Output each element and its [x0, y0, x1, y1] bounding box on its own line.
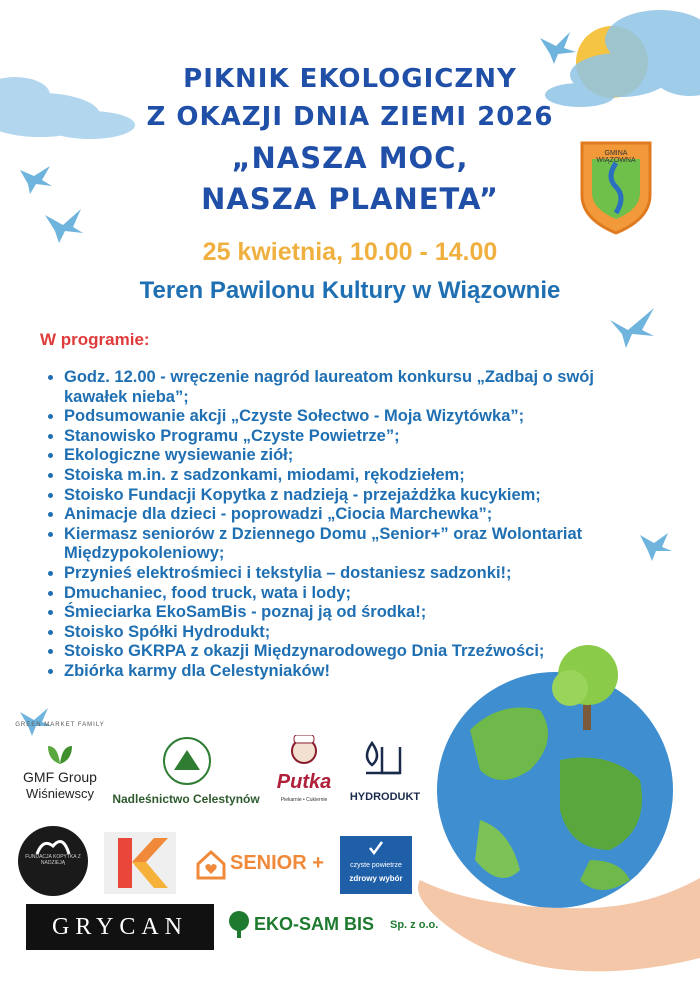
- title-line-2: Z OKAZJI DNIA ZIEMI 2026: [146, 102, 554, 132]
- water-drop-icon: [360, 737, 406, 783]
- list-item: • Dmuchaniec, food truck, wata i lody;: [64, 584, 644, 604]
- senior-text: SENIOR +: [230, 852, 324, 874]
- earth-illustration: [437, 645, 673, 908]
- list-item: • Stoisko Fundacji Kopytka z nadzieją - przejażdżka kucykiem;: [64, 486, 644, 506]
- gmf-name: GMF Group: [23, 769, 97, 785]
- fundacja-kopytka-logo: [18, 826, 88, 896]
- event-place: Teren Pawilonu Kultury w Wiązownie: [139, 277, 561, 304]
- ekosam-name: EKO-SAM BIS: [254, 914, 375, 934]
- grycan-name: GRYCAN: [51, 914, 189, 940]
- list-item: • Zbiórka karmy dla Celestyniaków!: [64, 662, 644, 682]
- fundacja-ring-text: FUNDACJA KOPYTKA Z NADZIEJĄ: [25, 854, 81, 866]
- grycan-logo: [26, 904, 214, 950]
- lasy-name: Nadleśnictwo Celestynów: [112, 792, 260, 806]
- lasy-panstwowe-logo: [106, 736, 266, 816]
- baker-icon: [288, 735, 320, 771]
- leaf-icon: [46, 744, 74, 766]
- list-item: • Stoisko Spółki Hydrodukt;: [64, 623, 644, 643]
- event-date: 25 kwietnia, 10.00 - 14.00: [202, 238, 498, 266]
- putka-sub: Piekarnie • Cukiernie: [280, 797, 328, 803]
- ekosam-suffix: Sp. z o.o.: [390, 919, 439, 931]
- putka-logo: [272, 735, 336, 815]
- list-item: • Ekologiczne wysiewanie ziół;: [64, 446, 644, 466]
- program-heading: W programie:: [40, 330, 150, 349]
- title-line-3: „NASZA MOC,: [231, 141, 469, 175]
- eko-sam-bis-logo: [226, 910, 456, 942]
- letter-k-icon: [104, 832, 176, 894]
- tree-emblem-icon: [160, 736, 214, 786]
- hydrodukt-name: HYDRODUKT: [349, 791, 421, 803]
- house-heart-icon: [194, 848, 228, 880]
- list-item: • Podsumowanie akcji „Czyste Sołectwo - Moja Wizytówka”;: [64, 407, 644, 427]
- czyste-line-1: czyste powietrze: [350, 862, 402, 869]
- kopytka-k-logo: [104, 832, 176, 894]
- title-line-4: NASZA PLANETA”: [201, 182, 499, 216]
- list-item: • Kiermasz seniorów z Dziennego Domu „Senior+” oraz Wolontariat Międzypokoleniowy;: [64, 525, 644, 564]
- list-item: • Śmieciarka EkoSamBis - poznaj ją od środka!;: [64, 603, 644, 623]
- emblem-label: GMINA WIĄZOWNA: [596, 150, 636, 164]
- tree-icon: [226, 910, 252, 938]
- list-item: • Stoiska m.in. z sadzonkami, miodami, rękodziełem;: [64, 466, 644, 486]
- list-item: • Stoisko GKRPA z okazji Międzynarodowego Dnia Trzeźwości;: [64, 642, 644, 662]
- senior-plus-logo: [194, 846, 330, 886]
- czyste-line-2: zdrowy wybór: [349, 874, 403, 883]
- hydrodukt-logo: [344, 737, 426, 807]
- gmf-sub: Wiśniewscy: [26, 786, 94, 801]
- list-item: • Stanowisko Programu „Czyste Powietrze”;: [64, 427, 644, 447]
- putka-name: Putka: [276, 771, 332, 793]
- horse-icon: [33, 836, 73, 856]
- checkmark-icon: [368, 840, 384, 856]
- gmf-group-logo: [14, 722, 106, 812]
- list-item: • Przynieś elektrośmieci i tekstylia – dostaniesz sadzonki!;: [64, 564, 644, 584]
- title-line-1: PIKNIK EKOLOGICZNY: [183, 64, 517, 94]
- gmf-arc-text: GREEN MARKET FAMILY: [15, 722, 105, 728]
- czyste-powietrze-logo: [340, 836, 412, 894]
- program-list: [48, 368, 644, 682]
- list-item: • Godz. 12.00 - wręczenie nagród laureatom konkursu „Zadbaj o swój kawałek nieba”;: [64, 368, 644, 407]
- list-item: • Animacje dla dzieci - poprowadzi „Ciocia Marchewka”;: [64, 505, 644, 525]
